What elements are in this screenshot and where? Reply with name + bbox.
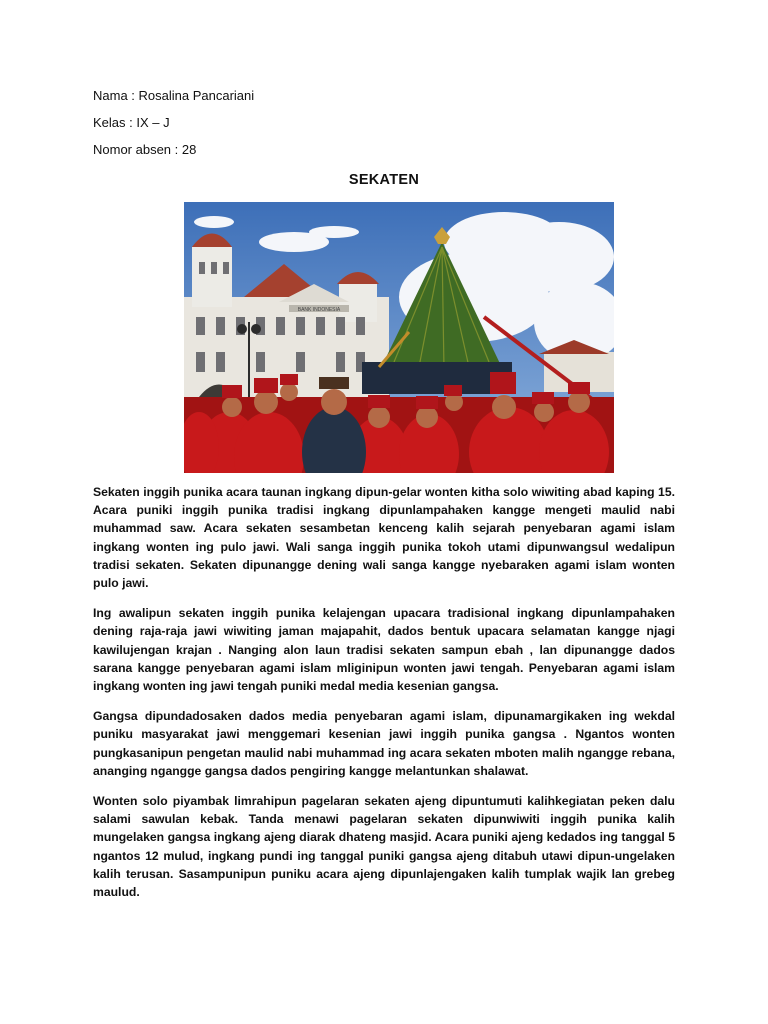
student-number: Nomor absen : 28 — [93, 142, 197, 157]
document-title: SEKATEN — [348, 172, 420, 188]
paragraph-4: Wonten solo piyambak limrahipun pagelaran sekaten ajeng dipuntumuti kalihkegiatan peken dalu salami sawulan kebak. Tanda menawi pagelaran sekaten dipunwiwiti inggih punika kalih mungelaken gangsa ingkang ajeng diarak dhateng masjid. Acara puniki ajeng kedados ing tanggal 5 ngantos 12 mulud, ingkang pundi ing tanggal puniki gangsa ajeng ditabuh utawi dipun-ungelaken kalih terusan. Sasampunipun puniku acara ajeng dipunlajengaken kalih tumplak wajik lan grebeg maulud. — [93, 794, 675, 900]
student-name: Nama : Rosalina Pancariani — [93, 88, 255, 103]
building-sign: BANK INDONESIA — [297, 307, 341, 313]
student-class: Kelas : IX – J — [93, 115, 170, 130]
sekaten-photo — [184, 202, 614, 473]
paragraph-3: Gangsa dipundadosaken dados media penyebaran agami islam, dipunamargikaken ing wekdal puniku masyarakat jawi menggemari kesenian jawi inggih punika gangsa . Ngantos wonten pungkasanipun pengetan maulid nabi muhammad ing acara sekaten mboten malih ngangge rebana, ananging ngangge gangsa dados pengiring kangge melantunkan shalawat. — [93, 709, 675, 778]
paragraph-2: Ing awalipun sekaten inggih punika kelajengan upacara tradisional ingkang dipunlampahaken dening raja-raja jawi wiwiting jaman majapahit, dados bentuk upacara selamatan kangge njagi kawilujengan krajan . Nanging alon laun tradisi sekaten sampun ebah , lan dipunangge dados sarana kangge penyebaran agami islam mliginipun wonten jawi tengah. Penyebaran agami islam ingkang wonten ing jawi tengah puniki medal media kesenian gangsa. — [93, 606, 675, 694]
paragraph-1: Sekaten inggih punika acara taunan ingkang dipun-gelar wonten kitha solo wiwiting abad kaping 15. Acara puniki inggih punika tradisi ingkang dipunlampahaken kangge mengeti maulid nabi muhammad saw. Acara sekaten sesambetan kenceng kalih sejarah penyebaran agami islam ingkang wonten ing pulo jawi. Wali sanga inggih punika tokoh utami dipunwangsul wedalipun tradisi sekaten. Sekaten dipunangge dening wali sanga kangge nyebaraken agami islam wonten pulo jawi. — [93, 485, 675, 591]
document-body — [93, 483, 675, 913]
